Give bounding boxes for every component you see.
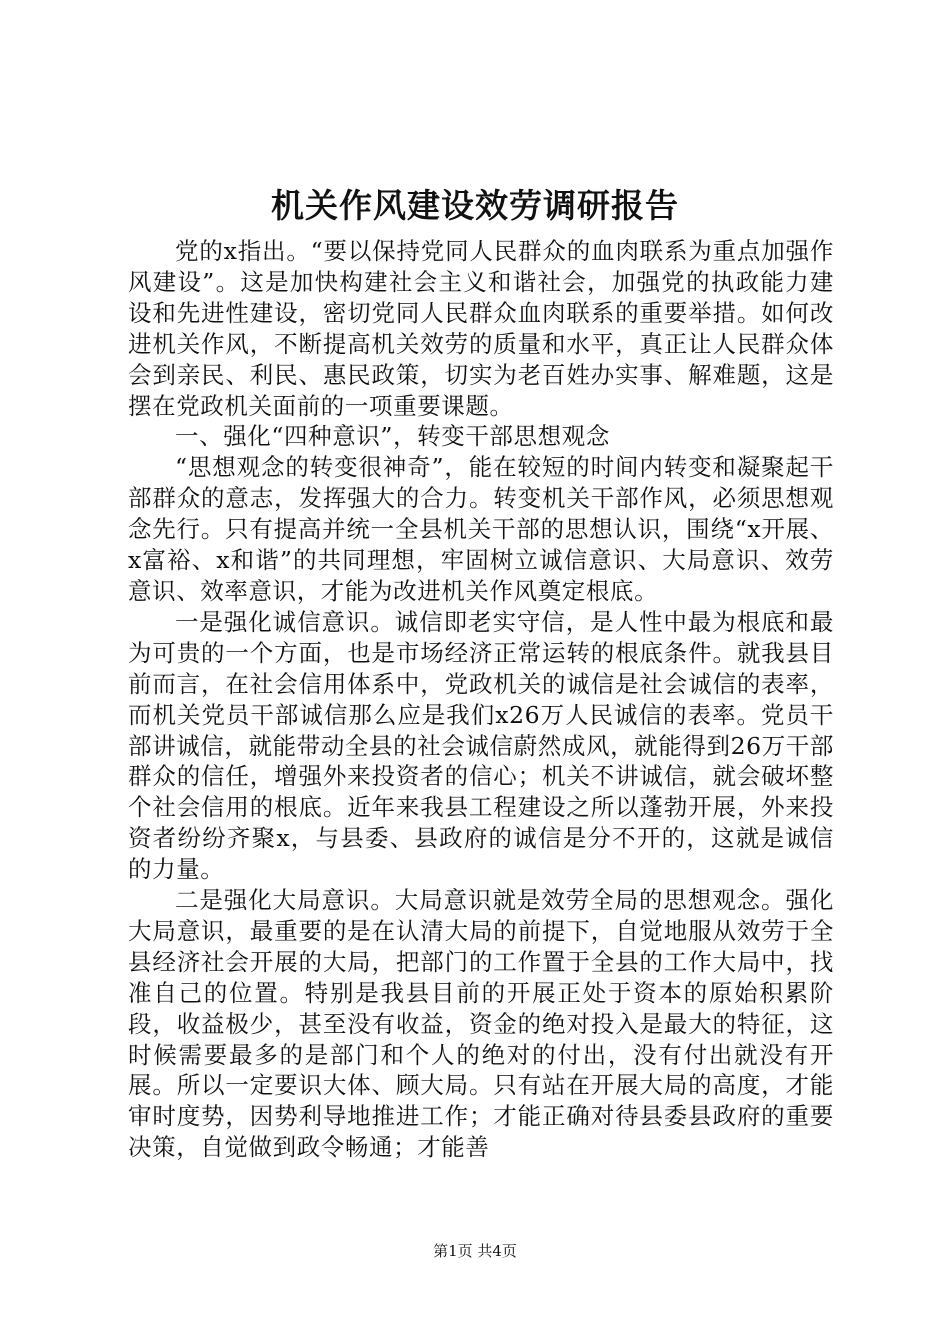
paragraph-integrity: 一是强化诚信意识。诚信即老实守信，是人性中最为根底和最为可贵的一个方面，也是市场经济正常运转的根底条件。就我县目前而言，在社会信用体系中，党政机关的诚信是社会诚信的表率，而机关党员干部诚信那么应是我们x26万人民诚信的表率。党员干部讲诚信，就能带动全县的社会诚信蔚然成风，就能得到26万干部群众的信任，增强外来投资者的信心；机关不讲诚信，就会破坏整个社会信用的根底。近年来我县工程建设之所以蓬勃开展，外来投资者纷纷齐聚x，与县委、县政府的诚信是分不开的，这就是诚信的力量。 [128, 607, 834, 884]
paragraph-overall-view: 二是强化大局意识。大局意识就是效劳全局的思想观念。强化大局意识，最重要的是在认清大局的前提下，自觉地服从效劳于全县经济社会开展的大局，把部门的工作置于全县的工作大局中，找准自己的位置。特别是我县目前的开展正处于资本的原始积累阶段，收益极少，甚至没有收益，资金的绝对投入是最大的特征，这时候需要最多的是部门和个人的绝对的付出，没有付出就没有开展。所以一定要识大体、顾大局。只有站在开展大局的高度，才能审时度势，因势利导地推进工作；才能正确对待县委县政府的重要决策，自觉做到政令畅通；才能善 [128, 886, 834, 1162]
section-heading: 一、强化“四种意识”，转变干部思想观念 [175, 422, 610, 451]
paragraph-intro: 党的x指出。“要以保持党同人民群众的血肉联系为重点加强作风建设”。这是加快构建社会主义和谐社会，加强党的执政能力建设和先进性建设，密切党同人民群众血肉联系的重要举措。如何改进机关作风，不断提高机关效劳的质量和水平，真正让人民群众体会到亲民、利民、惠民政策，切实为老百姓办实事、解难题，这是摆在党政机关面前的一项重要课题。 [128, 237, 834, 420]
document-title: 机关作风建设效劳调研报告 [271, 186, 679, 225]
document-body [128, 236, 834, 1163]
paragraph-section-intro: “思想观念的转变很神奇”，能在较短的时间内转变和凝聚起干部群众的意志，发挥强大的合力。转变机关干部作风，必须思想观念先行。只有提高并统一全县机关干部的思想认识，围绕“x开展、x富裕、x和谐”的共同理想，牢固树立诚信意识、大局意识、效劳意识、效率意识，才能为改进机关作风奠定根底。 [128, 453, 834, 605]
page-footer: 第1页 共4页 [433, 1242, 517, 1260]
